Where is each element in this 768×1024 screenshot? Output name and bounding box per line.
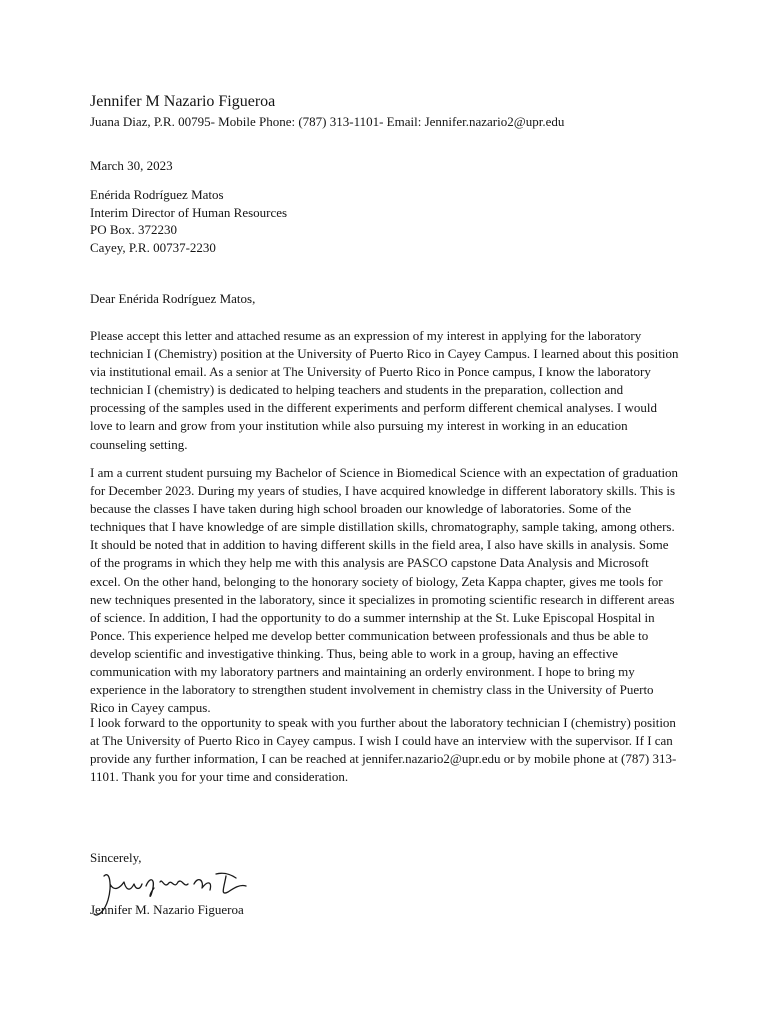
signature-name: Jennifer M. Nazario Figueroa [90,902,244,917]
recipient-po-box: PO Box. 372230 [90,222,178,238]
recipient-city: Cayey, P.R. 00737-2230 [90,239,216,255]
body-paragraph-2: I am a current student pursuing my Bachelor of Science in Biomedical Science with an expectation of graduation for December 2023. During my years of studies, I have acquired knowledge in different laboratory skills. This is because the classes I have taken during high school broaden our knowledge of laboratories. Some of the techniques that I have knowledge of are simple distillation skills, chromatography, sample taking, among others. It should be noted that in addition to having different skills in the field area, I also have skills in analysis. Some of the programs in which they help me with this analysis are PASCO capstone Data Analysis and Microsoft excel. On the other hand, belonging to the honorary society of biology, Zeta Kappa chapter, gives me tools for new techniques presented in the laboratory, since it specializes in promoting scientific research in different areas of science. In addition, I had the opportunity to do a summer internship at the St. Luke Episcopal Hospital in Ponce. This experience helped me develop better communication between professionals and thus be able to develop scientific and investigative thinking. Thus, being able to work in a group, having an effective communication with my laboratory partners and maintaining an orderly environment. I hope to bring my experience in the laboratory to strengthen student involvement in chemistry class in the University of Puerto Rico in Cayey campus. [90,465,679,716]
body-paragraph-3: I look forward to the opportunity to speak with you further about the laboratory technician I (chemistry) position at The University of Puerto Rico in Cayey campus. I wish I could have an interview with the supervisor. If I can provide any further information, I can be reached at jennifer.nazario2@upr.edu or by mobile phone at (787) 313-1101. Thank you for your time and consideration. [90,715,677,785]
sender-contact: Juana Diaz, P.R. 00795- Mobile Phone: (787) 313-1101- Email: Jennifer.nazario2@upr.edu [90,114,565,129]
salutation: Dear Enérida Rodríguez Matos, [90,291,256,306]
closing: Sincerely, [90,850,142,865]
letter-date: March 30, 2023 [90,158,173,173]
recipient-address [90,186,680,256]
recipient-name: Enérida Rodríguez Matos [90,187,224,202]
recipient-title: Interim Director of Human Resources [90,204,288,220]
sender-name: Jennifer M Nazario Figueroa [90,93,276,110]
body-paragraph-1: Please accept this letter and attached resume as an expression of my interest in applying for the laboratory technician I (Chemistry) position at the University of Puerto Rico in Cayey Campus. I learned about this position via institutional email. As a senior at The University of Puerto Rico in Ponce campus, I know the laboratory technician I (chemistry) is dedicated to helping teachers and students in the preparation, collection and processing of the samples used in the different experiments and perform different chemical analyses. I would love to learn and grow from your institution while also pursuing my interest in working in an education counseling setting. [90,328,679,452]
